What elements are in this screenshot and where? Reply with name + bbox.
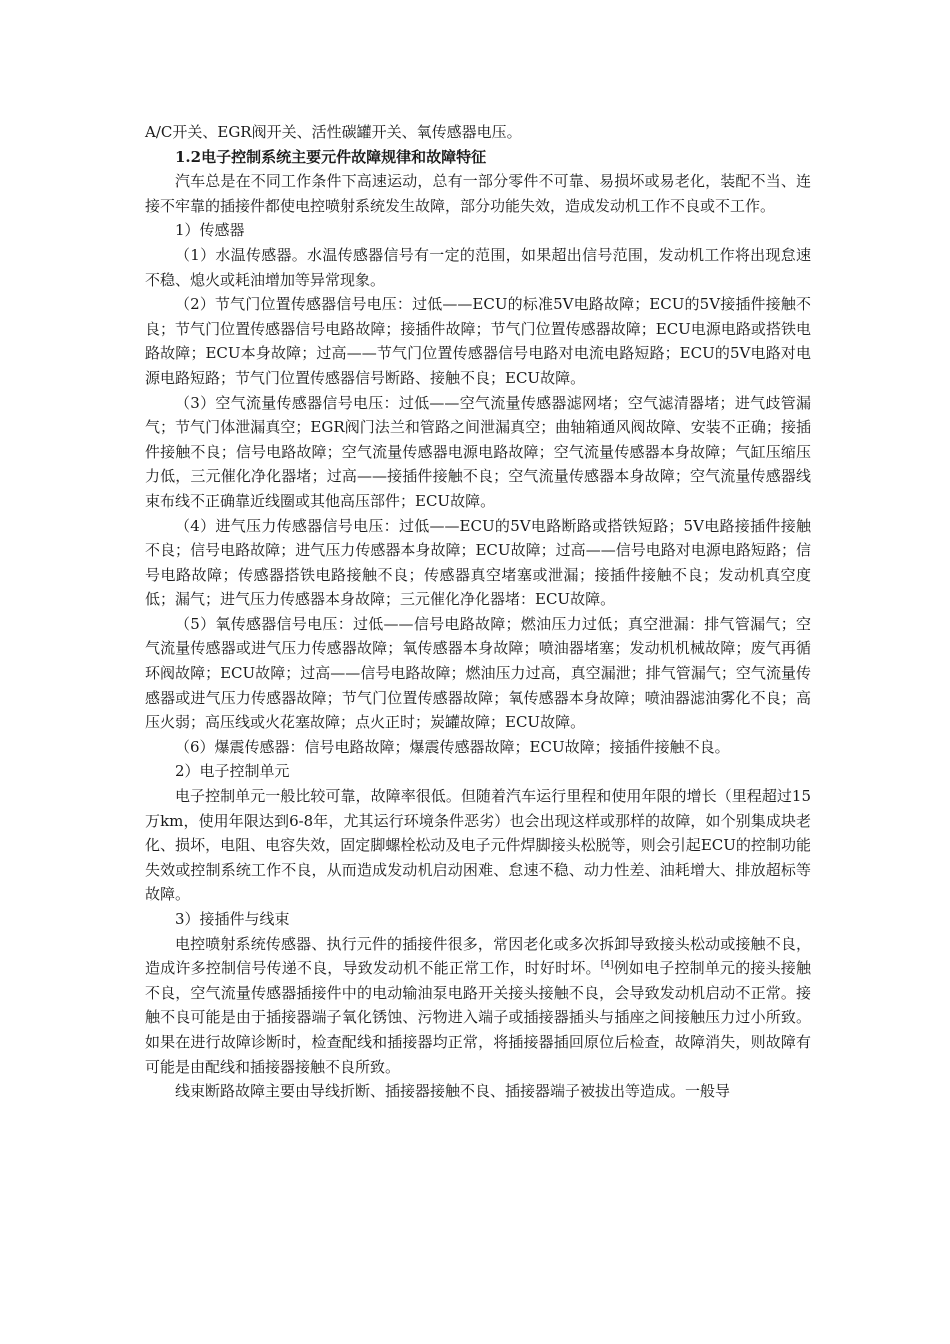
connector-text-before-ref: 电控喷射系统传感器、执行元件的插接件很多，常因老化或多次拆卸导致接头松动或接触不良，造成许多控制信号传递不良，导致发动机不能正常工作，时好时坏。 (145, 934, 811, 978)
sensor-item-water-temp: （1）水温传感器。水温传感器信号有一定的范围，如果超出信号范围，发动机工作将出现怠速不稳、熄火或耗油增加等异常现象。 (145, 245, 811, 289)
wire-harness-paragraph: 线束断路故障主要由导线折断、插接器接触不良、插接器端子被拔出等造成。一般导 (175, 1082, 731, 1101)
subsection-title-ecu: 2）电子控制单元 (175, 762, 290, 781)
subsection-title-connectors: 3）接插件与线束 (175, 910, 290, 928)
ecu-paragraph: 电子控制单元一般比较可靠，故障率很低。但随着汽车运行里程和使用年限的增长（里程超过15万km，使用年限达到6-8年，尤其运行环境条件恶劣）也会出现这样或那样的故障，如个别集成块老化、损坏，电阻、电容失效，固定脚螺栓松动及电子元件焊脚接头松脱等，则会引起ECU的控制功能失效或控制系统工作不良，从而造成发动机启动困难、怠速不稳、动力性差、油耗增大、排放超标等故障。 (145, 787, 811, 904)
document-body (145, 120, 811, 1104)
continued-paragraph: A/C开关、EGR阀开关、活性碳罐开关、氧传感器电压。 (145, 123, 522, 141)
sensor-item-oxygen: （5）氧传感器信号电压：过低——信号电路故障；燃油压力过低；真空泄漏：排气管漏气；空气流量传感器或进气压力传感器故障；氧传感器本身故障；喷油器堵塞；发动机机械故障；废气再循环阀故障；ECU故障；过高——信号电路故障；燃油压力过高，真空漏泄；排气管漏气；空气流量传感器或进气压力传感器故障；节气门位置传感器故障；氧传感器本身故障；喷油器滤油雾化不良；高压火弱；高压线或火花塞故障；点火正时；炭罐故障；ECU故障。 (145, 614, 811, 732)
section-heading: 1.2电子控制系统主要元件故障规律和故障特征 (175, 147, 487, 166)
intro-paragraph: 汽车总是在不同工作条件下高速运动，总有一部分零件不可靠、易损坏或易老化，装配不当、连接不牢靠的插接件都使电控喷射系统发生故障，部分功能失效，造成发动机工作不良或不工作。 (145, 172, 811, 215)
sensor-item-air-flow: （3）空气流量传感器信号电压：过低——空气流量传感器滤网堵；空气滤清器堵；进气歧管漏气；节气门体泄漏真空；EGR阀门法兰和管路之间泄漏真空；曲轴箱通风阀故障、安装不正确；接插件接触不良；信号电路故障；空气流量传感器电源电路故障；空气流量传感器本身故障；气缸压缩压力低，三元催化净化器堵；过高——接插件接触不良；空气流量传感器本身故障；空气流量传感器线束布线不正确靠近线圈或其他高压部件；ECU故障。 (145, 393, 811, 510)
connector-paragraph (145, 932, 811, 1080)
sensor-item-intake-pressure: （4）进气压力传感器信号电压：过低——ECU的5V电路断路或搭铁短路；5V电路接插件接触不良；信号电路故障；进气压力传感器本身故障；ECU故障；过高——信号电路对电源电路短路；信号电路故障；传感器搭铁电路接触不良；传感器真空堵塞或泄漏；接插件接触不良；发动机真空度低；漏气；进气压力传感器本身故障；三元催化净化器堵：ECU故障。 (145, 516, 811, 609)
connector-text-after-ref: 例如电子控制单元的接头接触不良，空气流量传感器插接件中的电动输油泵电路开关接头接触不良，会导致发动机启动不正常。接触不良可能是由于插接器端子氧化锈蚀、污物进入端子或插接器插头与插座之间接触压力过小所致。如果在进行故障诊断时，检查配线和插接器均正常，将插接器插回原位后检查，故障消失，则故障有可能是由配线和插接器接触不良所致。 (145, 959, 811, 1076)
citation-reference: [4] (600, 960, 614, 971)
sensor-item-throttle-position: （2）节气门位置传感器信号电压：过低——ECU的标准5V电路故障；ECU的5V接插件接触不良；节气门位置传感器信号电路故障；接插件故障；节气门位置传感器故障；ECU电源电路或搭铁电路故障；ECU本身故障；过高——节气门位置传感器信号电路对电流电路短路；ECU的5V电路对电源电路短路；节气门位置传感器信号断路、接触不良；ECU故障。 (145, 295, 811, 387)
subsection-title-sensors: 1）传感器 (175, 221, 245, 240)
sensor-item-knock: （6）爆震传感器：信号电路故障；爆震传感器故障；ECU故障；接插件接触不良。 (175, 737, 730, 756)
